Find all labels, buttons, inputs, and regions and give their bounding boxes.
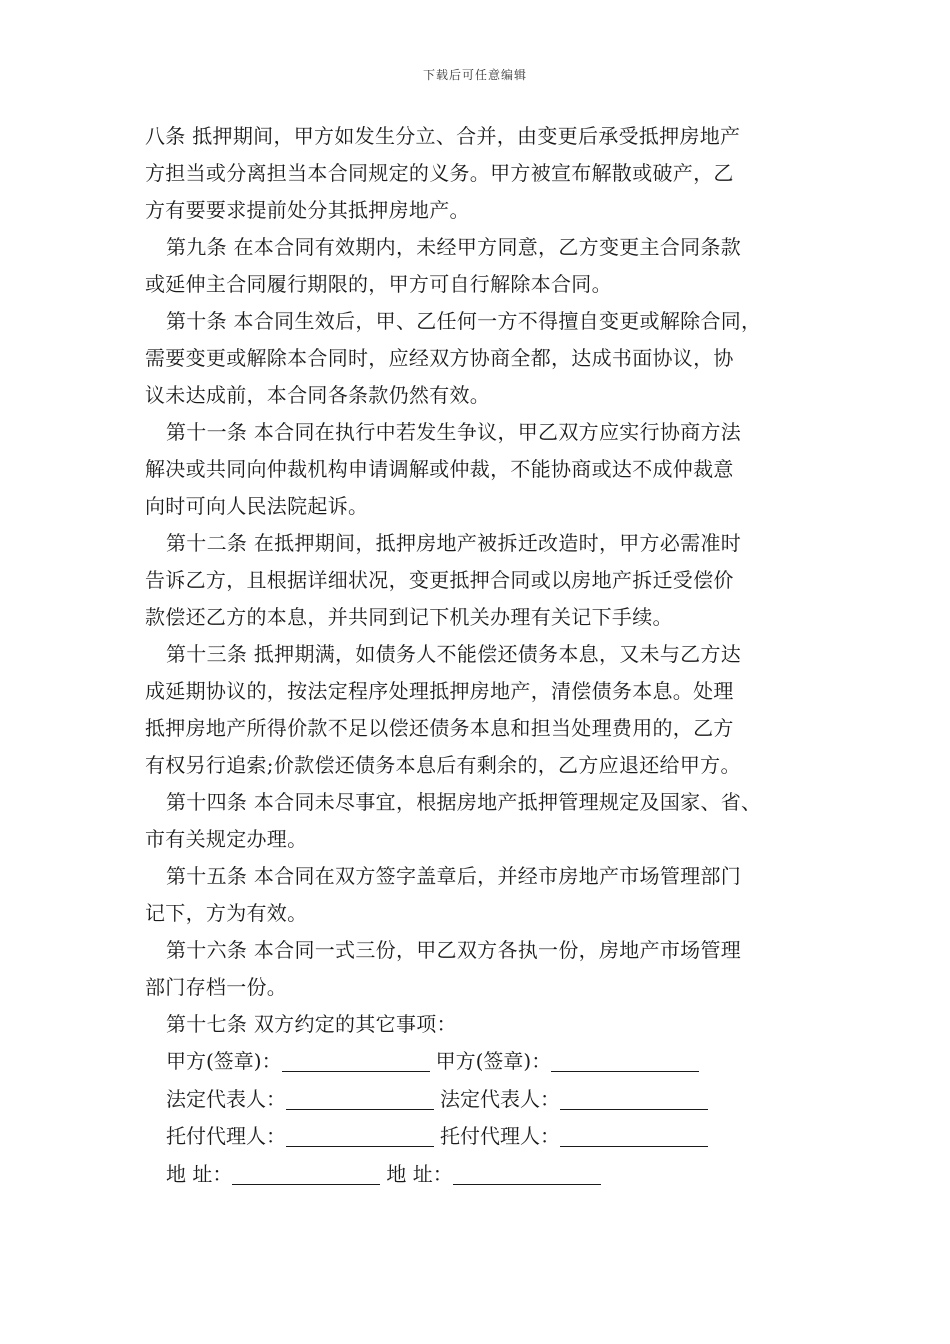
signature-blank-left[interactable]: [282, 1049, 430, 1072]
signature-blank-right[interactable]: [453, 1162, 601, 1185]
article-11: [145, 414, 825, 525]
document-body: [145, 118, 825, 1193]
signature-row: [145, 1081, 825, 1119]
text-line: 有权另行追索;价款偿还债务本息后有剩余的，乙方应退还给甲方。: [145, 753, 741, 777]
signature-label-right: 托付代理人：: [440, 1124, 560, 1148]
signature-blank-right[interactable]: [551, 1049, 699, 1072]
signature-row: [145, 1043, 825, 1081]
signature-blank-right[interactable]: [560, 1124, 708, 1147]
signature-row: [145, 1118, 825, 1156]
text-line: 第十六条 本合同一式三份，甲乙双方各执一份，房地产市场管理: [166, 938, 742, 962]
text-line: 第十三条 抵押期满，如债务人不能偿还债务本息，又未与乙方达: [166, 642, 742, 666]
signature-row: [145, 1156, 825, 1194]
text-line: 或延伸主合同履行期限的，甲方可自行解除本合同。: [145, 272, 612, 296]
page-header: 下载后可任意编辑: [422, 68, 527, 82]
article-14: [145, 784, 825, 858]
signature-blank-left[interactable]: [232, 1162, 380, 1185]
text-line: 记下，方为有效。: [145, 901, 308, 925]
signature-blank-left[interactable]: [286, 1124, 434, 1147]
text-line: 第十七条 双方约定的其它事项：: [166, 1012, 457, 1036]
text-line: 款偿还乙方的本息，并共同到记下机关办理有关记下手续。: [145, 605, 673, 629]
signature-label-right: 地 址：: [386, 1161, 453, 1186]
signature-block: [145, 1043, 825, 1193]
text-line: 部门存档一份。: [145, 975, 288, 999]
text-line: 成延期协议的，按法定程序处理抵押房地产，清偿债务本息。处理: [145, 679, 734, 703]
article-16: [145, 932, 825, 1006]
text-line: 需要变更或解除本合同时，应经双方协商全都，达成书面协议，协: [145, 346, 734, 370]
text-line: 第十二条 在抵押期间，抵押房地产被拆迁改造时，甲方必需准时: [166, 531, 742, 555]
text-line: 第十条 本合同生效后，甲、乙任何一方不得擅自变更或解除合同，: [166, 309, 762, 333]
signature-blank-left[interactable]: [286, 1087, 434, 1110]
article-12: [145, 525, 825, 636]
signature-label-left: 地 址：: [166, 1161, 233, 1186]
article-10: [145, 303, 825, 414]
signature-blank-right[interactable]: [560, 1087, 708, 1110]
article-15: [145, 858, 825, 932]
signature-label-left: 法定代表人：: [166, 1086, 286, 1111]
text-line: 市有关规定办理。: [145, 827, 308, 851]
article-8: [145, 118, 825, 229]
article-17: [145, 1006, 825, 1043]
text-line: 向时可向人民法院起诉。: [145, 494, 369, 518]
article-9: [145, 229, 825, 303]
text-line: 第十一条 本合同在执行中若发生争议，甲乙双方应实行协商方法: [166, 420, 742, 444]
article-13: [145, 636, 825, 784]
text-line: 解决或共同向仲裁机构申请调解或仲裁，不能协商或达不成仲裁意: [145, 457, 734, 481]
text-line: 第九条 在本合同有效期内，未经甲方同意，乙方变更主合同条款: [166, 235, 742, 259]
text-line: 方有要要求提前处分其抵押房地产。: [145, 198, 470, 222]
text-line: 抵押房地产所得价款不足以偿还债务本息和担当处理费用的，乙方: [145, 716, 734, 740]
text-line: 议未达成前，本合同各条款仍然有效。: [145, 383, 491, 407]
text-line: 告诉乙方，且根据详细状况，变更抵押合同或以房地产拆迁受偿价: [145, 568, 734, 592]
signature-label-right: 甲方(签章)：: [435, 1049, 552, 1073]
signature-label-left: 甲方(签章)：: [166, 1049, 282, 1073]
text-line: 方担当或分离担当本合同规定的义务。甲方被宣布解散或破产，乙: [145, 161, 734, 185]
signature-label-right: 法定代表人：: [440, 1086, 560, 1111]
text-line: 八条 抵押期间，甲方如发生分立、合并，由变更后承受抵押房地产: [145, 124, 741, 148]
text-line: 第十五条 本合同在双方签字盖章后，并经市房地产市场管理部门: [166, 864, 742, 888]
signature-label-left: 托付代理人：: [166, 1124, 286, 1148]
text-line: 第十四条 本合同未尽事宜，根据房地产抵押管理规定及国家、省、: [166, 790, 762, 814]
